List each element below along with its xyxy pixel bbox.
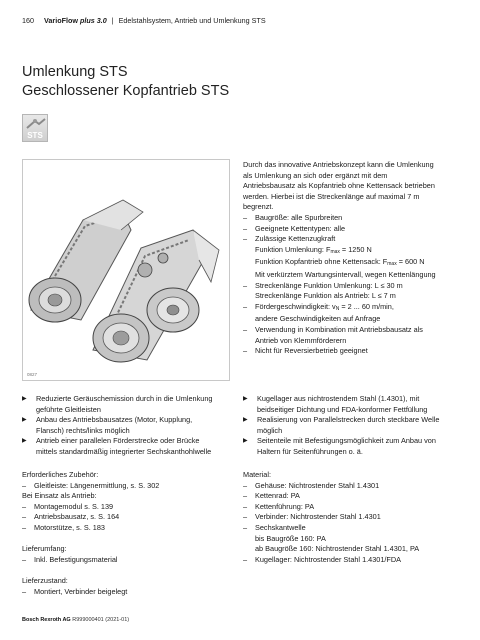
feature-item: ▶ Kugellager aus nichtrostendem Stahl (1.4301), mit beidseitiger Dichtung und FDA-konformer Fettfüllung (243, 394, 468, 415)
accessories-section (22, 470, 234, 597)
product-name: VarioFlow plus 3.0 (44, 16, 107, 25)
spec-item-combination: – Verwendung in Kombination mit Antriebsbausatz als Antrieb von Klemmförderern (243, 325, 468, 346)
features-left (22, 394, 234, 458)
intro-line: Antriebsbausatz als Kopfantrieb ohne Kettensack betrieben (243, 181, 435, 191)
intro-line: werden. Hierbei ist die Streckenlänge auf maximal 7 m (243, 191, 420, 201)
accessory-item: – Motorstütze, s. S. 183 (22, 523, 234, 534)
section-title: Edelstahlsystem, Antrieb und Umlenkung STS (118, 16, 266, 25)
feature-item: ▶ Realisierung von Parallelstrecken durch steckbare Welle möglich (243, 415, 468, 436)
state-heading: Lieferzustand: (22, 575, 68, 585)
drive-heading: Bei Einsatz als Antrieb: (22, 491, 97, 501)
intro-line: begrenzt. (243, 202, 274, 212)
spec-list (243, 213, 468, 357)
intro-paragraph (243, 160, 468, 213)
material-item: – Kettenrad: PA (243, 491, 468, 502)
page-title: Umlenkung STS (22, 64, 128, 80)
spec-item-chain-types: – Geeignete Kettentypen: alle (243, 224, 468, 235)
material-item: – Kugellager: Nichtrostender Stahl 1.4301/FDA (243, 555, 468, 566)
page-header (22, 16, 266, 25)
feature-item: ▶ Seitenteile mit Befestigungsmöglichkeit zum Anbau von Haltern für Seitenführungen o. ä. (243, 436, 468, 457)
spec-item-speed: – Fördergeschwindigkeit: $v_N = 2$ ... 60 m/min, andere Geschwindigkeiten auf Anfrage (243, 302, 468, 325)
intro-section (243, 160, 468, 357)
spec-item-reversing: – Nicht für Reversierbetrieb geeignet (243, 346, 468, 357)
product-photo (22, 159, 230, 381)
spec-item-length: – Streckenlänge Funktion Umlenkung: L ≤ 30 m Streckenlänge Funktion als Antrieb: L ≤ 7 m (243, 281, 468, 302)
image-code: 0827 (27, 372, 38, 377)
accessory-item: – Montagemodul s. S. 139 (22, 502, 234, 513)
page-subtitle: Geschlossener Kopfantrieb STS (22, 83, 230, 99)
delivery-heading: Lieferumfang: (22, 544, 67, 554)
spec-item-chain-force: – Zulässige Kettenzugkraft Funktion Umlenkung: $F_{max} = 1250$ N Funktion Kopfantrieb ohne Kettensack: $F_{max} = 600$ N Mit verkürztem Wartungsintervall, wegen Kettenlängung (243, 234, 468, 280)
document-number: R999000401 (2021-01) (72, 617, 130, 623)
sts-system-icon (22, 114, 48, 142)
sts-badge-label: STS (27, 131, 43, 140)
state-item: – Montiert, Verbinder beigelegt (22, 587, 234, 598)
delivery-item: – Inkl. Befestigungsmaterial (22, 555, 234, 566)
feature-item: ▶ Anbau des Antriebsbausatzes (Motor, Kupplung, Flansch) rechts/links möglich (22, 415, 234, 436)
accessory-item: – Gleitleiste: Längenermittlung, s. S. 302 (22, 481, 234, 492)
material-heading: Material: (243, 470, 271, 479)
intro-line: Durch das innovative Antriebskonzept kann die Umlenkung (243, 160, 434, 169)
header-separator: | (111, 16, 114, 25)
material-item: – Sechskantwelle bis Baugröße 160: PA ab Baugröße 160: Nichtrostender Stahl 1.4301, PA (243, 523, 468, 555)
page-footer (22, 617, 129, 623)
intro-line: als Umlenkung an sich oder ergänzt mit dem (243, 170, 388, 180)
material-section (243, 470, 468, 565)
accessory-item: – Antriebsbausatz, s. S. 164 (22, 512, 234, 523)
material-item: – Gehäuse: Nichtrostender Stahl 1.4301 (243, 481, 468, 492)
material-item: – Verbinder: Nichtrostender Stahl 1.4301 (243, 512, 468, 523)
feature-item: ▶ Reduzierte Geräuschemission durch in die Umlenkung geführte Gleitleisten (22, 394, 234, 415)
features-right (243, 394, 468, 458)
feature-item: ▶ Antrieb einer parallelen Förderstrecke oder Brücke mittels standardmäßig integrierter Sechskanthohlwelle (22, 436, 234, 457)
material-item: – Kettenführung: PA (243, 502, 468, 513)
accessories-heading: Erforderliches Zubehör: (22, 470, 99, 479)
spec-item-size: – Baugröße: alle Spurbreiten (243, 213, 468, 224)
company-name: Bosch Rexroth AG (22, 617, 71, 623)
page-number: 160 (22, 16, 34, 25)
